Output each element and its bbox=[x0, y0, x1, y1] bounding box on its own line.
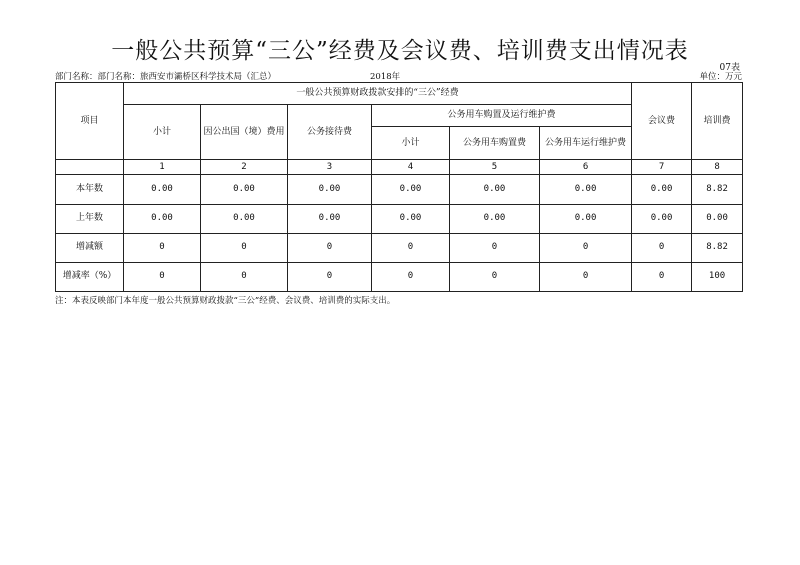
table-cell: 0 bbox=[632, 233, 692, 262]
table-cell: 0 bbox=[450, 233, 540, 262]
index-cell: 5 bbox=[450, 160, 540, 175]
table-cell: 8.82 bbox=[692, 233, 743, 262]
header-vehicle-group: 公务用车购置及运行维护费 bbox=[372, 105, 632, 127]
department-name: 部门名称：部门名称：旅西安市灞桥区科学技术局（汇总） bbox=[55, 72, 277, 82]
table-cell: 0 bbox=[288, 233, 372, 262]
index-cell: 4 bbox=[372, 160, 450, 175]
table-cell: 0.00 bbox=[632, 175, 692, 204]
index-cell: 8 bbox=[692, 160, 743, 175]
header-vehicle-operation: 公务用车运行维护费 bbox=[540, 127, 632, 160]
table-cell: 8.82 bbox=[692, 175, 743, 204]
table-cell: 0.00 bbox=[201, 204, 288, 233]
table-cell: 0.00 bbox=[201, 175, 288, 204]
page-title: 一般公共预算“三公”经费及会议费、培训费支出情况表 bbox=[111, 38, 689, 64]
header-abroad: 因公出国（境）费用 bbox=[201, 105, 288, 160]
index-cell: 7 bbox=[632, 160, 692, 175]
header-group-main: 一般公共预算财政拨款安排的“三公”经费 bbox=[124, 83, 632, 105]
table-row bbox=[56, 204, 743, 233]
table-cell: 0 bbox=[124, 233, 201, 262]
header-vehicle-subtotal: 小计 bbox=[372, 127, 450, 160]
table-row bbox=[56, 262, 743, 291]
table-cell: 0.00 bbox=[124, 175, 201, 204]
table-cell: 0 bbox=[540, 233, 632, 262]
table-cell: 0 bbox=[288, 262, 372, 291]
table-cell: 0 bbox=[450, 262, 540, 291]
table-cell: 0.00 bbox=[450, 175, 540, 204]
index-cell: 6 bbox=[540, 160, 632, 175]
header-item: 项目 bbox=[56, 83, 124, 160]
index-cell: 2 bbox=[201, 160, 288, 175]
row-label: 增减额 bbox=[56, 233, 124, 262]
table-cell: 0 bbox=[632, 262, 692, 291]
table-cell: 0.00 bbox=[288, 175, 372, 204]
table-cell: 0.00 bbox=[540, 175, 632, 204]
footnote: 注：本表反映部门本年度一般公共预算财政拨款“三公”经费、会议费、培训费的实际支出。 bbox=[55, 296, 396, 306]
header-training: 培训费 bbox=[692, 83, 743, 160]
table-cell: 0.00 bbox=[288, 204, 372, 233]
table-cell: 0.00 bbox=[450, 204, 540, 233]
meta-row bbox=[55, 70, 742, 82]
header-meeting: 会议费 bbox=[632, 83, 692, 160]
row-label: 上年数 bbox=[56, 204, 124, 233]
row-label: 本年数 bbox=[56, 175, 124, 204]
table-cell: 0.00 bbox=[372, 175, 450, 204]
expense-table bbox=[55, 82, 743, 292]
table-row bbox=[56, 233, 743, 262]
report-year: 2018年 bbox=[370, 72, 401, 82]
index-cell-blank bbox=[56, 160, 124, 175]
table-cell: 0.00 bbox=[540, 204, 632, 233]
table-cell: 0 bbox=[372, 262, 450, 291]
table-row bbox=[56, 175, 743, 204]
currency-unit: 单位：万元 bbox=[699, 72, 742, 82]
table-cell: 0 bbox=[372, 233, 450, 262]
index-cell: 3 bbox=[288, 160, 372, 175]
table-cell: 0.00 bbox=[692, 204, 743, 233]
table-cell: 0 bbox=[540, 262, 632, 291]
table-cell: 0 bbox=[201, 233, 288, 262]
header-subtotal: 小计 bbox=[124, 105, 201, 160]
header-reception: 公务接待费 bbox=[288, 105, 372, 160]
index-cell: 1 bbox=[124, 160, 201, 175]
table-cell: 100 bbox=[692, 262, 743, 291]
table-cell: 0 bbox=[201, 262, 288, 291]
table-cell: 0.00 bbox=[124, 204, 201, 233]
table-number: 07表 bbox=[719, 63, 740, 73]
row-label: 增减率（%） bbox=[56, 262, 124, 291]
table-cell: 0.00 bbox=[372, 204, 450, 233]
table-cell: 0.00 bbox=[632, 204, 692, 233]
table-cell: 0 bbox=[124, 262, 201, 291]
header-vehicle-purchase: 公务用车购置费 bbox=[450, 127, 540, 160]
